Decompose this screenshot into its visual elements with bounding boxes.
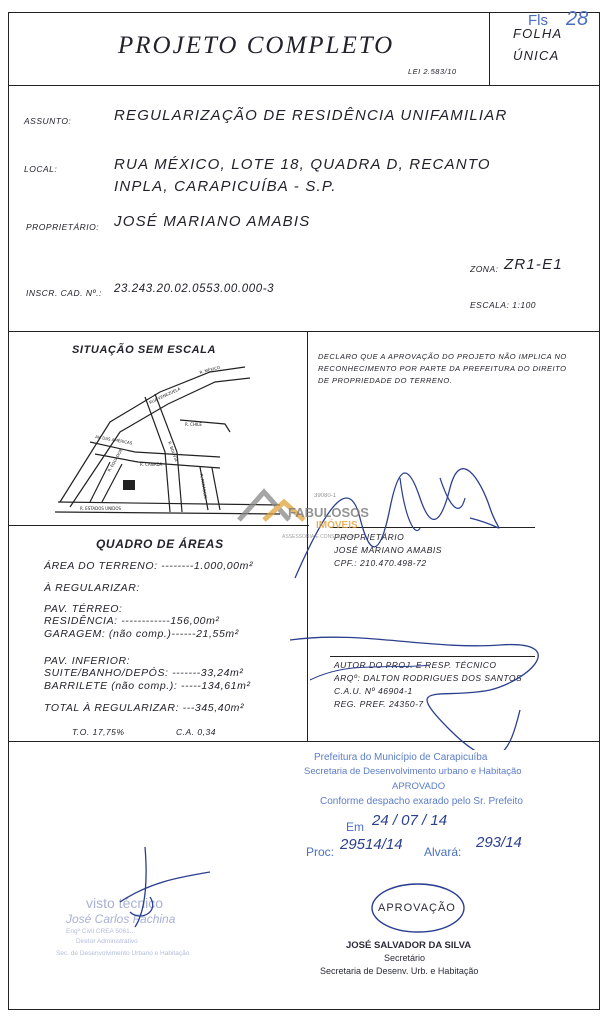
total-regularizar: TOTAL À REGULARIZAR: ---345,40m²	[44, 702, 245, 714]
zona-value: ZR1-E1	[504, 256, 563, 273]
street-label: R. CHILE	[185, 422, 202, 427]
street-label: R. ESTADOS UNIDOS	[80, 506, 122, 511]
street-label: R. BOLÍVIA	[167, 440, 179, 463]
approval-alvara-label: Alvará:	[424, 845, 462, 859]
approval-date: 24 / 07 / 14	[372, 812, 448, 829]
situacao-title: SITUAÇÃO SEM ESCALA	[72, 344, 217, 356]
approval-line3: APROVADO	[392, 781, 446, 792]
aprovacao-dept: Secretaria de Desenv. Urb. e Habitação	[320, 966, 479, 976]
page-title: PROJETO COMPLETO	[118, 32, 395, 59]
visto-line4: Diretor Administrativo	[76, 938, 138, 945]
approval-proc-label: Proc:	[306, 845, 335, 859]
divider-header-v	[489, 13, 490, 85]
assunto-value: REGULARIZAÇÃO DE RESIDÊNCIA UNIFAMILIAR	[114, 107, 508, 124]
approval-em-label: Em	[346, 820, 364, 834]
proprietario-block-label: PROPRIETÁRIO	[334, 532, 405, 542]
street-label: R. MÉXICO	[198, 364, 221, 375]
fls-stamp-number: 28	[566, 8, 589, 30]
assunto-label: ASSUNTO:	[24, 116, 72, 126]
street-label: AV. DAS AMÉRICAS	[94, 434, 133, 446]
autor-reg: REG. PREF. 24350-7	[334, 699, 424, 709]
sheet-value: ÚNICA	[513, 48, 560, 63]
quadro-title: QUADRO DE ÁREAS	[96, 537, 224, 551]
divider-info	[9, 331, 599, 332]
aprovacao-role: Secretário	[384, 953, 426, 963]
proprietario-value: JOSÉ MARIANO AMABIS	[114, 213, 311, 230]
approval-alvara-value: 293/14	[476, 834, 522, 851]
autor-label: AUTOR DO PROJ. E RESP. TÉCNICO	[334, 660, 497, 670]
street-label: R. EQUADOR	[106, 447, 124, 473]
declaracao-line2: RECONHECIMENTO POR PARTE DA PREFEITURA DO DIREITO	[318, 364, 567, 373]
approval-line2: Secretaria de Desenvolvimento urbano e Habitação	[304, 766, 522, 777]
garagem: GARAGEM: (não comp.)------21,55m²	[44, 628, 239, 640]
approval-proc-value: 29514/14	[340, 836, 403, 853]
watermark-tag: ASSESSORIA E CONSULTORIA	[282, 534, 356, 540]
barrilete: BARRILETE (não comp.): -----134,61m²	[44, 680, 251, 692]
street-label: RUA VENEZUELA	[148, 386, 182, 405]
autor-arq: ARQº: DALTON RODRIGUES DOS SANTOS	[334, 673, 523, 683]
visto-line1: visto técnico	[86, 895, 164, 911]
proprietario-block-cpf: CPF.: 210.470.498-72	[334, 558, 427, 568]
approval-line4: Conforme despacho exarado pelo Sr. Prefeito	[320, 796, 523, 807]
inscr-value: 23.243.20.02.0553.00.000-3	[114, 283, 275, 295]
residencia: RESIDÊNCIA: ------------156,00m²	[44, 615, 220, 627]
a-regularizar: À REGULARIZAR:	[44, 582, 140, 594]
approval-line1: Prefeitura do Município de Carapicuíba	[314, 752, 488, 763]
declaracao-line1: DECLARO QUE A APROVAÇÃO DO PROJETO NÃO IMPLICA NO	[318, 352, 567, 361]
aprovacao-label: APROVAÇÃO	[378, 902, 456, 914]
visto-signature	[90, 842, 220, 932]
aprovacao-name: JOSÉ SALVADOR DA SILVA	[346, 940, 472, 951]
street-label: R. PARAGUAI	[199, 473, 209, 500]
inscr-label: INSCR. CAD. Nº.:	[26, 288, 102, 298]
proprietario-label: PROPRIETÁRIO:	[26, 222, 100, 232]
pav-inferior: PAV. INFERIOR:	[44, 655, 131, 667]
visto-line3: Engº Civil CREA 5061...	[66, 928, 136, 935]
author-signature	[280, 620, 540, 750]
divider-header	[9, 85, 599, 86]
proprietario-block-name: JOSÉ MARIANO AMABIS	[334, 545, 442, 555]
pav-terreo: PAV. TÉRREO:	[44, 603, 123, 615]
watermark-code: 39080-1	[314, 493, 337, 499]
watermark-sub: IMÓVEIS	[316, 520, 358, 531]
zona-label: ZONA:	[470, 264, 499, 274]
fls-stamp-label: Fls	[528, 12, 548, 29]
taxa-ocupacao: T.O. 17,75%	[72, 727, 125, 737]
sheet-label: FOLHA	[513, 26, 563, 41]
declaracao-line3: DE PROPRIEDADE DO TERRENO.	[318, 376, 453, 385]
local-line1: RUA MÉXICO, LOTE 18, QUADRA D, RECANTO	[114, 156, 491, 173]
escala-label: ESCALA: 1:100	[470, 300, 537, 310]
suite: SUITE/BANHO/DEPÓS: -------33,24m²	[44, 667, 244, 679]
visto-line5: Sec. de Desenvolvimento Urbano e Habitação	[56, 950, 190, 957]
local-line2: INPLA, CARAPICUÍBA - S.P.	[114, 178, 337, 195]
local-label: LOCAL:	[24, 164, 58, 174]
autor-cau: C.A.U. Nº 46904-1	[334, 686, 413, 696]
visto-line2: José Carlos Fachina	[66, 912, 176, 926]
watermark-brand: FABULOSOS	[288, 505, 369, 520]
street-label: R. CANADÁ	[140, 462, 163, 467]
coeficiente-aproveitamento: C.A. 0,34	[176, 727, 216, 737]
area-terreno: ÁREA DO TERRENO: --------1.000,00m²	[44, 560, 254, 572]
law-reference: LEI 2.583/10	[408, 67, 457, 76]
